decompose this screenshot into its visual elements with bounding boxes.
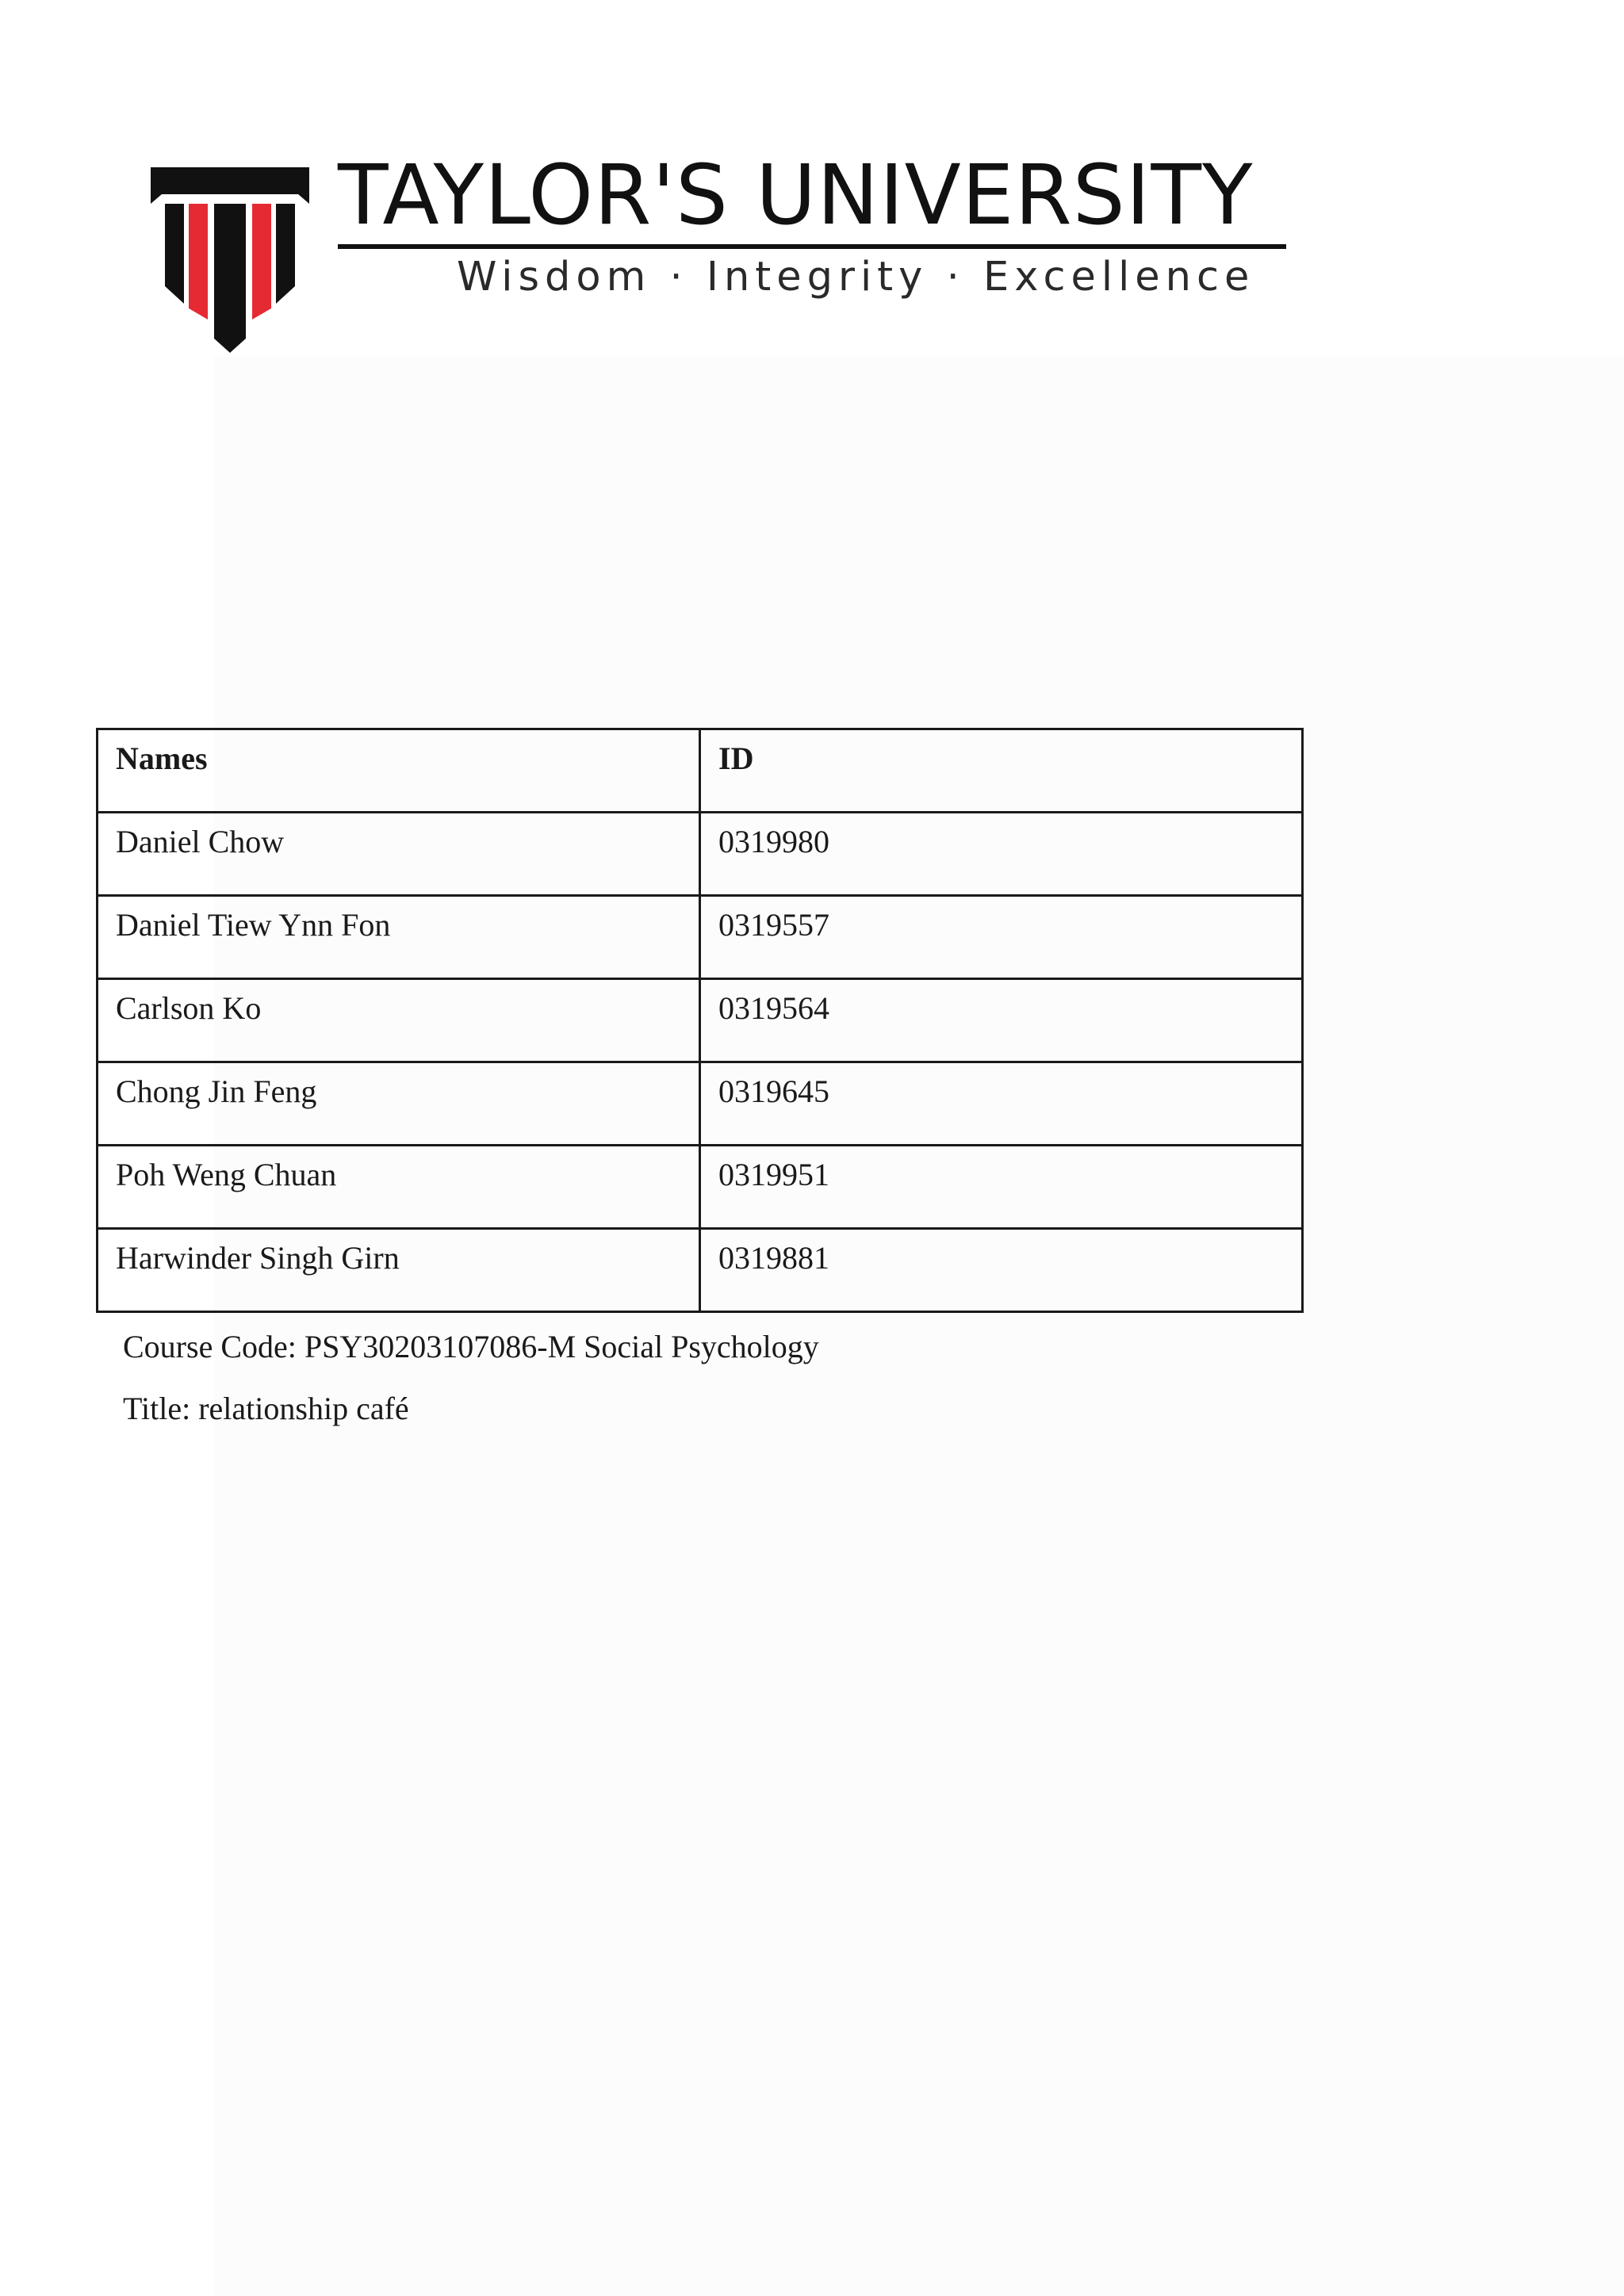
member-name: Carlson Ko [98, 979, 700, 1062]
members-table [96, 728, 1304, 1313]
member-name: Chong Jin Feng [98, 1062, 700, 1146]
member-id: 0319980 [700, 813, 1303, 896]
member-id: 0319881 [700, 1229, 1303, 1312]
member-id: 0319557 [700, 896, 1303, 979]
member-id: 0319645 [700, 1062, 1303, 1146]
names-header: Names [98, 729, 700, 813]
table-row [98, 813, 1303, 896]
logo-wordmark [338, 147, 1293, 325]
course-info [123, 1316, 819, 1440]
table-row [98, 896, 1303, 979]
member-name: Poh Weng Chuan [98, 1146, 700, 1229]
table-row [98, 1146, 1303, 1229]
pillars-logo-icon [151, 163, 309, 353]
university-logo [151, 147, 1293, 357]
table-row [98, 1229, 1303, 1312]
assignment-title: Title: relationship café [123, 1391, 409, 1426]
member-id: 0319564 [700, 979, 1303, 1062]
table-row [98, 1062, 1303, 1146]
university-name: TAYLOR'S UNIVERSITY [338, 147, 1254, 243]
member-name: Daniel Chow [98, 813, 700, 896]
logo-divider [338, 244, 1286, 249]
id-header: ID [700, 729, 1303, 813]
course-code: Course Code: PSY30203107086-M Social Psychology [123, 1329, 819, 1364]
university-motto: Wisdom · Integrity · Excellence [457, 254, 1255, 300]
member-name: Daniel Tiew Ynn Fon [98, 896, 700, 979]
table-header-row [98, 729, 1303, 813]
member-name: Harwinder Singh Girn [98, 1229, 700, 1312]
table-row [98, 979, 1303, 1062]
member-id: 0319951 [700, 1146, 1303, 1229]
